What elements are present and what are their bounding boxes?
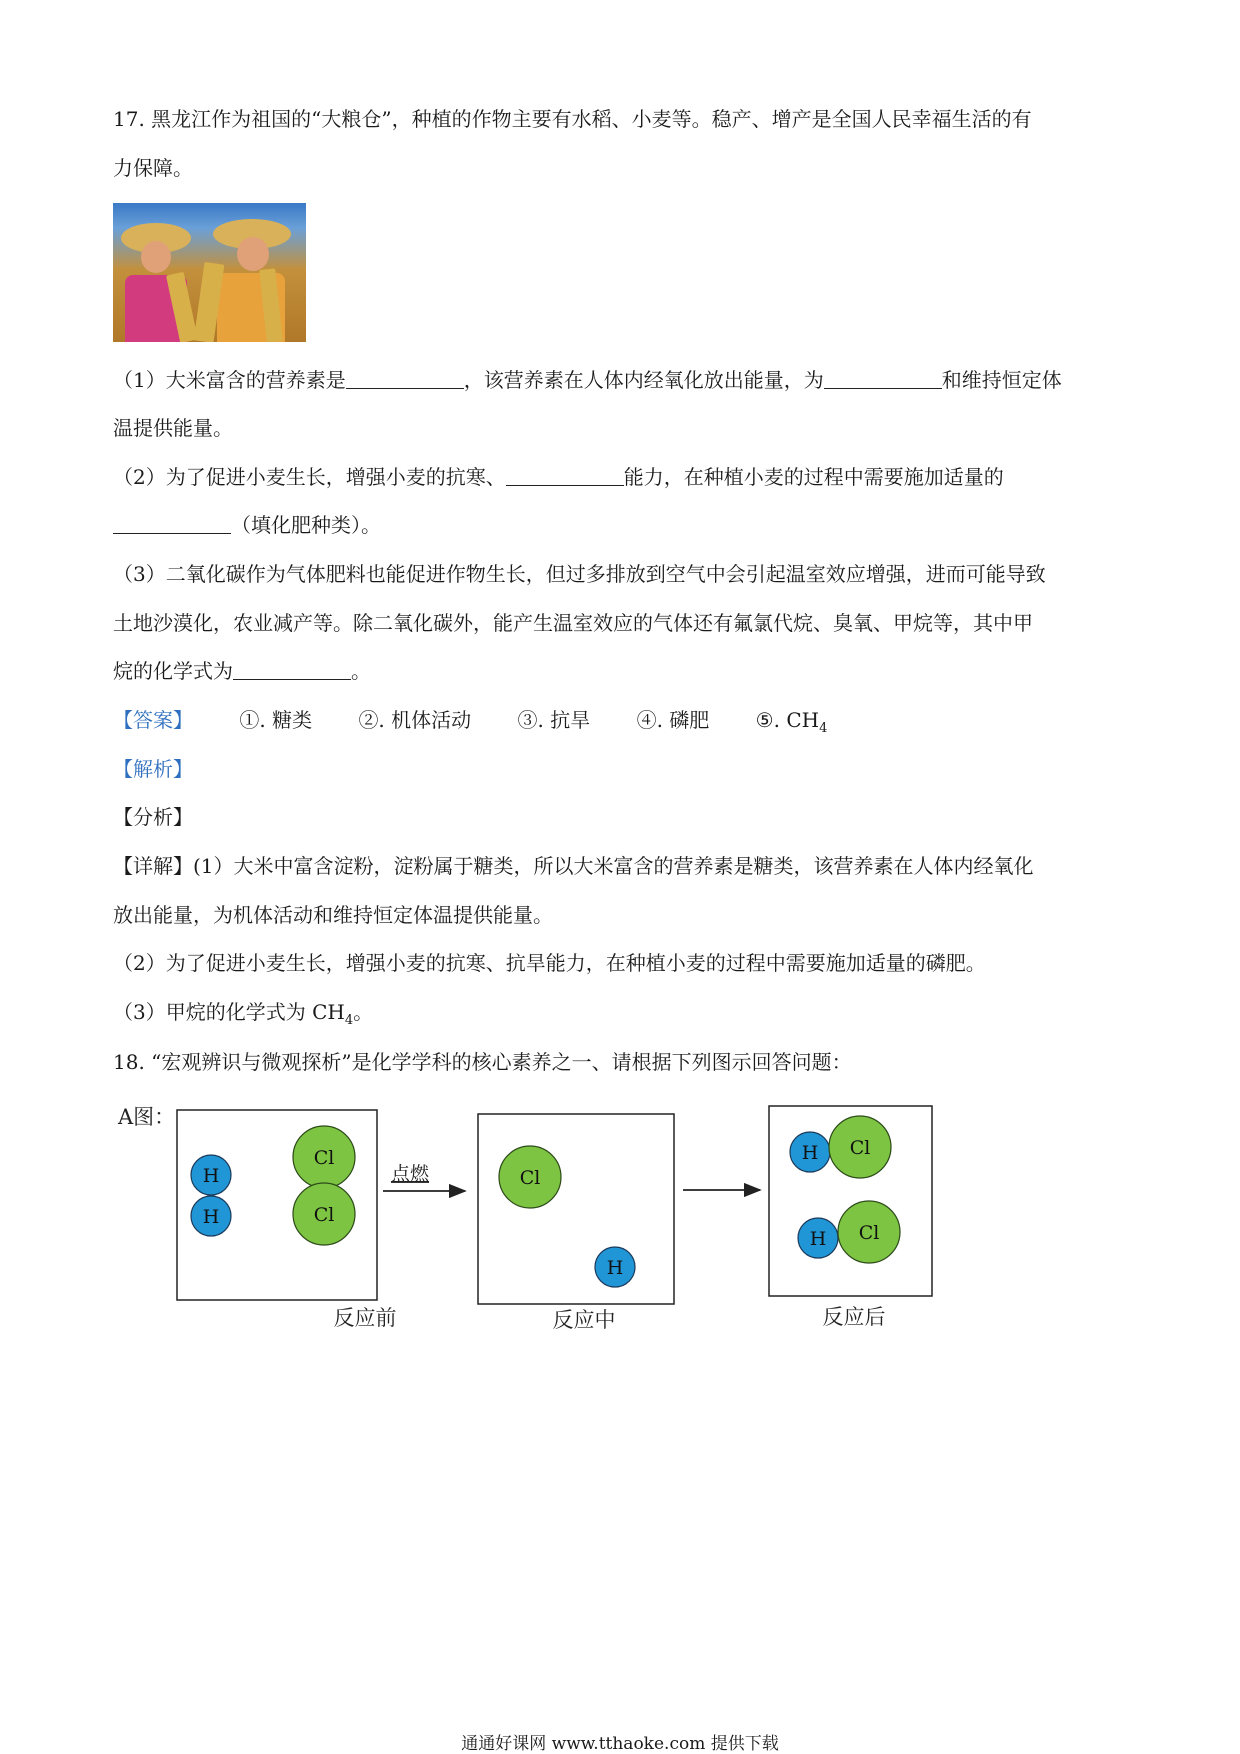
answer-item-1: ①. 糖类 xyxy=(239,708,313,732)
q17-part1-line2: 温提供能量。 xyxy=(113,416,233,440)
svg-text:Cl: Cl xyxy=(313,1147,335,1169)
detail-text-1: (1）大米中富含淀粉，淀粉属于糖类，所以大米富含的营养素是糖类，该营养素在人体内经氧化 xyxy=(193,854,1034,878)
reaction-diagram xyxy=(113,1100,943,1340)
page-footer: 通通好课网 www.tthaoke.com 提供下载 xyxy=(461,1734,779,1754)
fenxi-label: 【分析】 xyxy=(113,805,193,829)
q17-part3-line1: （3）二氧化碳作为气体肥料也能促进作物生长，但过多排放到空气中会引起温室效应增强，进而可能导致 xyxy=(113,562,1046,586)
svg-text:H: H xyxy=(809,1228,827,1250)
svg-text:Cl: Cl xyxy=(858,1222,880,1244)
detail-line4 xyxy=(113,999,373,1034)
svg-text:H: H xyxy=(801,1142,819,1164)
answer-blank-3[interactable] xyxy=(506,467,624,486)
q17-part1-text-c: 和维持恒定体 xyxy=(941,368,1062,392)
answer-item-3: ③. 抗旱 xyxy=(517,708,591,732)
h-atom-3 xyxy=(595,1247,635,1287)
detail-subscript: 4 xyxy=(344,1013,354,1028)
label-during: 反应中 xyxy=(552,1308,616,1332)
answer-item-5-subscript: 4 xyxy=(819,721,828,736)
answer-item-4: ④. 磷肥 xyxy=(636,708,710,732)
svg-text:Cl: Cl xyxy=(519,1167,541,1189)
answer-blank-5[interactable] xyxy=(233,661,351,680)
q17-part2-line2 xyxy=(113,512,381,538)
q17-text-line1: 17. 黑龙江作为祖国的“大粮仓”，种植的作物主要有水稻、小麦等。稳产、增产是全国人民幸福生活的有 xyxy=(113,107,1032,131)
answer-item-2: ②. 机体活动 xyxy=(358,708,472,732)
label-before: 反应前 xyxy=(333,1306,397,1330)
answer-blank-2[interactable] xyxy=(824,370,942,389)
answer-blank-4[interactable] xyxy=(113,515,231,534)
detail-text-4b: 。 xyxy=(353,1000,374,1024)
svg-text:H: H xyxy=(202,1206,220,1228)
q17-part3-line2: 土地沙漠化，农业减产等。除二氧化碳外，能产生温室效应的气体还有氟氯代烷、臭氧、甲烷等，其中甲 xyxy=(113,611,1033,635)
label-after: 反应后 xyxy=(822,1305,886,1329)
q17-part3-line3 xyxy=(113,658,371,684)
q17-part2-text-c: （填化肥种类）。 xyxy=(231,513,381,537)
svg-text:H: H xyxy=(606,1257,624,1279)
q17-part2-text-a: （2）为了促进小麦生长，增强小麦的抗寒、 xyxy=(113,465,506,489)
q17-part2-text-b: 能力，在种植小麦的过程中需要施加适量的 xyxy=(623,465,1004,489)
arrow-label-ignite: 点燃 xyxy=(391,1163,430,1185)
q17-part3-text-a: 烷的化学式为 xyxy=(113,659,233,683)
answer-blank-1[interactable] xyxy=(346,370,464,389)
jiexi-label: 【解析】 xyxy=(113,757,193,781)
q17-part1-text-a: （1）大米富含的营养素是 xyxy=(113,368,346,392)
detail-label: 【详解】 xyxy=(113,854,193,878)
h-atom-2 xyxy=(191,1196,231,1236)
detail-line2: 放出能量，为机体活动和维持恒定体温提供能量。 xyxy=(113,903,553,927)
q18-text-line1: 18. “宏观辨识与微观探析”是化学学科的核心素养之一、请根据下列图示回答问题： xyxy=(113,1050,852,1074)
answer-label: 【答案】 xyxy=(113,708,193,732)
box-during xyxy=(478,1114,674,1304)
answer-row xyxy=(113,707,827,742)
h-atom-1 xyxy=(191,1155,231,1195)
svg-text:Cl: Cl xyxy=(313,1204,335,1226)
svg-text:Cl: Cl xyxy=(849,1137,871,1159)
answer-item-5 xyxy=(756,707,828,742)
detail-text-4a: （3）甲烷的化学式为 CH xyxy=(113,1000,345,1024)
q17-part3-text-b: 。 xyxy=(351,659,371,683)
hcl-molecule-1 xyxy=(790,1116,891,1178)
harvest-photo xyxy=(113,203,306,342)
answer-item-5-text: ⑤. CH xyxy=(755,708,820,732)
detail-line1 xyxy=(113,853,1034,879)
q17-part1-line1 xyxy=(113,367,1062,393)
q17-text-line2: 力保障。 xyxy=(113,156,193,180)
q17-part1-text-b: ，该营养素在人体内经氧化放出能量，为 xyxy=(463,368,824,392)
diagram-label: A图： xyxy=(118,1105,176,1129)
q17-part2-line1 xyxy=(113,464,1004,490)
detail-line3: （2）为了促进小麦生长，增强小麦的抗寒、抗旱能力，在种植小麦的过程中需要施加适量的磷肥。 xyxy=(113,951,986,975)
cl-atom-1 xyxy=(293,1126,355,1188)
cl-atom-2 xyxy=(293,1183,355,1245)
svg-text:H: H xyxy=(202,1165,220,1187)
hcl-molecule-2 xyxy=(798,1201,900,1263)
cl-atom-3 xyxy=(499,1146,561,1208)
